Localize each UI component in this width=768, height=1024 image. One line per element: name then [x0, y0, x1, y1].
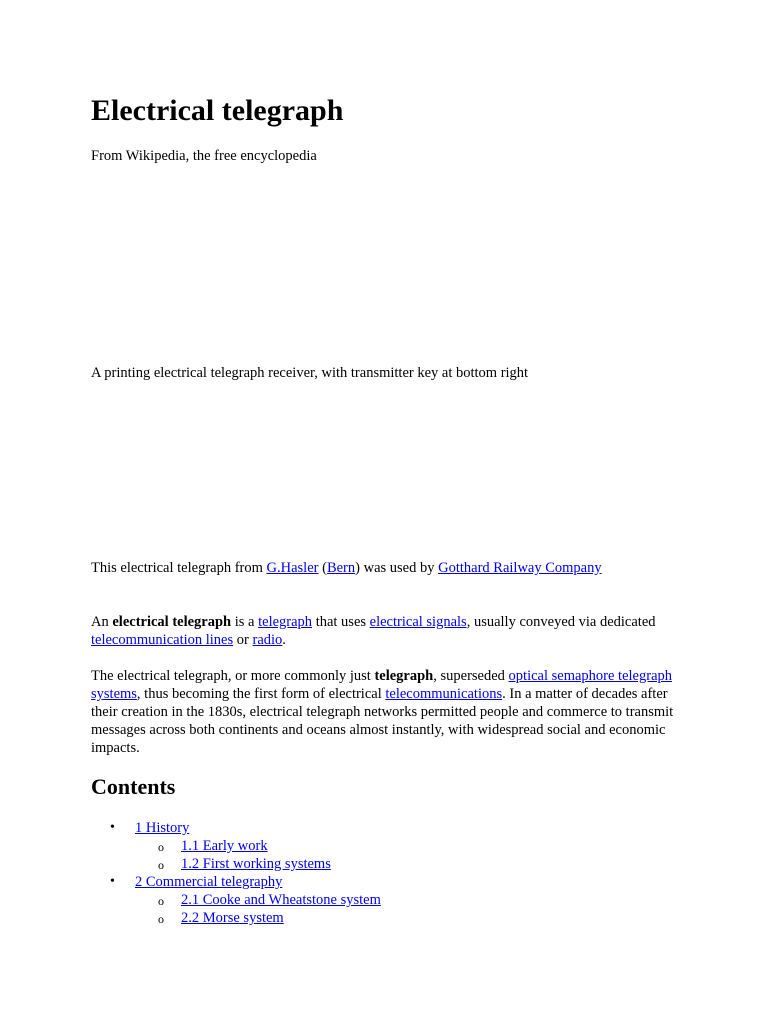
- body-text: that uses: [312, 614, 370, 630]
- toc-link-history[interactable]: 1 History: [135, 820, 190, 836]
- circle-bullet-icon: o: [158, 840, 164, 854]
- intro-paragraph-1: [91, 613, 691, 649]
- body-text: An: [91, 614, 113, 630]
- body-text: . In a matter of decades after their creation in the 1830s, electrical telegraph networks permitted people and commerce to transmit messages across both continents and oceans almost instantly, with widespread social and economic impacts.: [91, 686, 674, 756]
- caption-text: (: [318, 560, 327, 576]
- toc-link-early-work[interactable]: 1.1 Early work: [181, 838, 268, 854]
- bold-term: electrical telegraph: [112, 614, 232, 630]
- link-telecommunications[interactable]: telecommunications: [385, 686, 503, 702]
- circle-bullet-icon: o: [158, 858, 164, 872]
- caption-text: This electrical telegraph from: [91, 560, 267, 576]
- body-text: , thus becoming the first form of electrical: [136, 686, 386, 702]
- link-radio[interactable]: radio: [252, 632, 283, 648]
- circle-bullet-icon: o: [158, 894, 164, 908]
- link-telecommunication-lines[interactable]: telecommunication lines: [91, 632, 234, 648]
- body-text: , superseded: [433, 668, 509, 684]
- body-text: or: [233, 632, 253, 648]
- link-optical-semaphore-telegraph-systems[interactable]: optical semaphore telegraph systems: [91, 668, 673, 702]
- image-caption-printer: A printing electrical telegraph receiver, with transmitter key at bottom right: [91, 365, 529, 381]
- toc-link-morse-system[interactable]: 2.2 Morse system: [181, 910, 284, 926]
- toc-link-first-working-systems[interactable]: 1.2 First working systems: [181, 856, 331, 872]
- image-caption-hasler: [91, 559, 602, 577]
- intro-paragraph-2: [91, 667, 691, 757]
- bullet-icon: •: [110, 874, 115, 889]
- link-telegraph[interactable]: telegraph: [258, 614, 313, 630]
- tagline: From Wikipedia, the free encyclopedia: [91, 148, 317, 164]
- caption-text: ) was used by: [355, 560, 439, 576]
- body-text: , usually conveyed via dedicated: [466, 614, 656, 630]
- page-title: Electrical telegraph: [91, 94, 344, 127]
- toc-link-commercial-telegraphy[interactable]: 2 Commercial telegraphy: [135, 874, 283, 890]
- bullet-icon: •: [110, 820, 115, 835]
- bold-term: telegraph: [374, 668, 434, 684]
- toc-link-cooke-and-wheatstone-system[interactable]: 2.1 Cooke and Wheatstone system: [181, 892, 381, 908]
- link-bern[interactable]: Bern: [326, 560, 356, 576]
- body-text: is a: [231, 614, 259, 630]
- contents-heading: Contents: [91, 774, 176, 799]
- link-electrical-signals[interactable]: electrical signals: [369, 614, 467, 630]
- link-gotthard-railway-company[interactable]: Gotthard Railway Company: [438, 560, 602, 576]
- body-text: .: [282, 632, 286, 648]
- circle-bullet-icon: o: [158, 912, 164, 926]
- body-text: The electrical telegraph, or more commonly just: [91, 668, 375, 684]
- link-g-hasler[interactable]: G.Hasler: [266, 560, 319, 576]
